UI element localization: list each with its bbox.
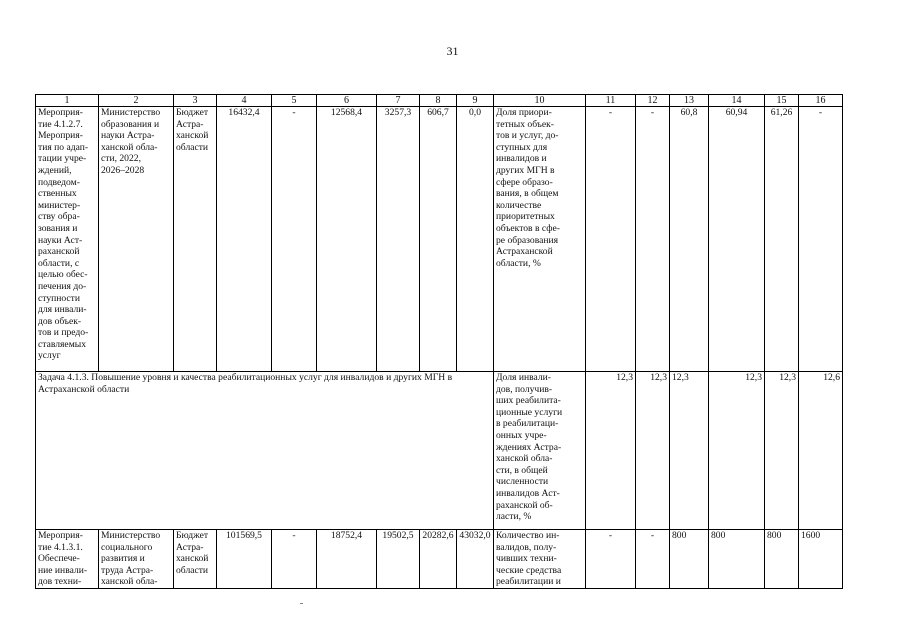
value-cell: 12,3 — [709, 372, 765, 530]
header-cell: 8 — [420, 95, 457, 107]
value-cell: 60,8 — [670, 107, 709, 372]
table-row — [36, 372, 843, 530]
scan-mark — [300, 603, 303, 604]
header-cell: 10 — [494, 95, 586, 107]
header-cell: 7 — [377, 95, 420, 107]
page-number: 31 — [446, 44, 459, 58]
header-cell: 9 — [457, 95, 494, 107]
value-cell: 60,94 — [709, 107, 765, 372]
header-cell: 6 — [317, 95, 377, 107]
funding-source: Бюджет Астра- ханской области — [174, 107, 217, 372]
header-cell: 4 — [217, 95, 272, 107]
header-cell: 1 — [36, 95, 99, 107]
indicator-cell: Доля инвали- дов, получив- ших реабилита- ционные услуги в реабилитаци- онных учре- ждениях Астра- ханской обла- сти, в общей численности инвалидов Аст- раханской об- ласти, % — [494, 372, 586, 530]
value-cell: 12,3 — [765, 372, 799, 530]
header-cell: 2 — [99, 95, 174, 107]
header-cell: 16 — [799, 95, 843, 107]
value-cell: 12,3 — [586, 372, 636, 530]
data-table — [35, 94, 843, 589]
indicator-cell: Количество ин- валидов, полу- чивших техни- ческие средства реабилитации и — [494, 530, 586, 589]
value-cell: - — [586, 107, 636, 372]
header-cell: 5 — [272, 95, 317, 107]
value-cell: - — [272, 530, 317, 589]
value-cell: - — [636, 530, 670, 589]
header-cell: 15 — [765, 95, 799, 107]
value-cell: 606,7 — [420, 107, 457, 372]
funding-source: Бюджет Астра- ханской области — [174, 530, 217, 589]
value-cell: 16432,4 — [217, 107, 272, 372]
value-cell: - — [636, 107, 670, 372]
value-cell: 20282,6 — [420, 530, 457, 589]
table-header-row — [36, 95, 843, 107]
header-cell: 3 — [174, 95, 217, 107]
value-cell: 12,3 — [636, 372, 670, 530]
header-cell: 11 — [586, 95, 636, 107]
header-cell: 12 — [636, 95, 670, 107]
value-cell: 19502,5 — [377, 530, 420, 589]
table-row — [36, 107, 843, 372]
value-cell: 800 — [670, 530, 709, 589]
executor-cell: Министерство образования и науки Астра- ханской обла- сти, 2022, 2026–2028 — [99, 107, 174, 372]
value-cell: 12568,4 — [317, 107, 377, 372]
value-cell: 3257,3 — [377, 107, 420, 372]
indicator-cell: Доля приори- тетных объек- тов и услуг, до- ступных для инвалидов и других МГН в сфере образо- вания, в общем количестве приоритетных объектов в сфе- ре образования Астраханской области, % — [494, 107, 586, 372]
task-cell: Задача 4.1.3. Повышение уровня и качества реабилитационных услуг для инвалидов и других МГН в Астраханской области — [36, 372, 494, 530]
value-cell: 800 — [709, 530, 765, 589]
measure-name: Мероприя- тие 4.1.2.7. Мероприя- тия по адап- тации учре- ждений, подведом- ственных министер- ству обра- зования и науки Аст- раханской области, с целью обес- печения до- ступности для инвали- дов объек- тов и предо- ставляемых услуг — [36, 107, 99, 372]
value-cell: - — [272, 107, 317, 372]
header-cell: 13 — [670, 95, 709, 107]
value-cell: - — [586, 530, 636, 589]
value-cell: 43032,0 — [457, 530, 494, 589]
value-cell: - — [799, 107, 843, 372]
value-cell: 18752,4 — [317, 530, 377, 589]
header-cell: 14 — [709, 95, 765, 107]
value-cell: 800 — [765, 530, 799, 589]
value-cell: 101569,5 — [217, 530, 272, 589]
measure-name: Мероприя- тие 4.1.3.1. Обеспече- ние инвали- дов техни- — [36, 530, 99, 589]
table-row — [36, 530, 843, 589]
value-cell: 0,0 — [457, 107, 494, 372]
value-cell: 12,6 — [799, 372, 843, 530]
value-cell: 1600 — [799, 530, 843, 589]
value-cell: 61,26 — [765, 107, 799, 372]
executor-cell: Министерство социального развития и труда Астра- ханской обла- — [99, 530, 174, 589]
value-cell: 12,3 — [670, 372, 709, 530]
